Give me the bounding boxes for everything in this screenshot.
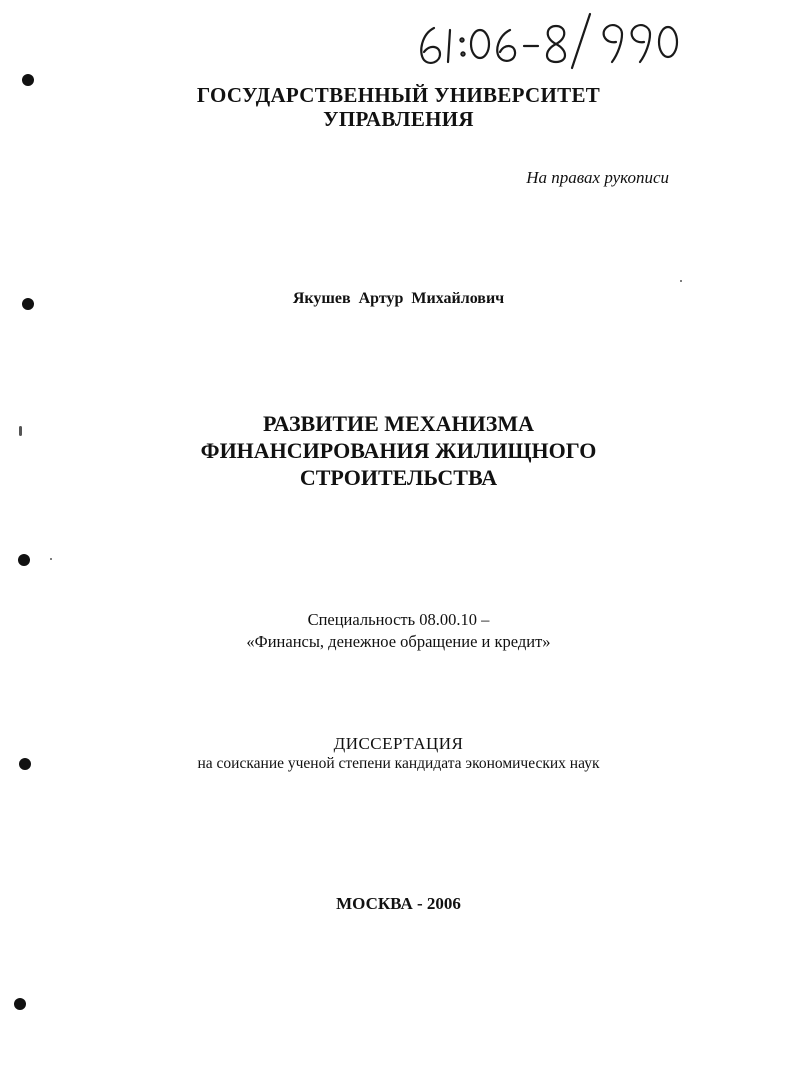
university-line-2: УПРАВЛЕНИЯ	[323, 107, 474, 131]
handwritten-archive-number-drawing	[412, 8, 682, 70]
scan-speck	[50, 558, 52, 560]
dissertation-label: ДИССЕРТАЦИЯ	[333, 734, 464, 753]
specialty-line-2: «Финансы, денежное обращение и кредит»	[246, 632, 551, 651]
title-line-1: РАЗВИТИЕ МЕХАНИЗМА	[262, 411, 535, 436]
author-name: Якушев Артур Михайлович	[292, 290, 505, 307]
specialty-line-1: Специальность 08.00.10 –	[307, 610, 490, 629]
specialty	[0, 609, 797, 653]
title-line-2: ФИНАНСИРОВАНИЯ ЖИЛИЩНОГО	[200, 438, 597, 463]
city-year: МОСКВА - 2006	[336, 894, 461, 913]
punch-hole	[18, 554, 30, 566]
manuscript-note: На правах рукописи	[526, 168, 669, 187]
university-name	[0, 83, 797, 131]
scan-speck	[680, 280, 682, 282]
dissertation-subtitle: на соискание ученой степени кандидата экономических наук	[197, 755, 600, 772]
title-line-3: СТРОИТЕЛЬСТВА	[299, 465, 498, 490]
handwritten-archive-number	[412, 8, 682, 70]
dissertation-title	[0, 410, 797, 491]
punch-hole	[14, 998, 26, 1010]
university-line-1: ГОСУДАРСТВЕННЫЙ УНИВЕРСИТЕТ	[196, 83, 601, 107]
